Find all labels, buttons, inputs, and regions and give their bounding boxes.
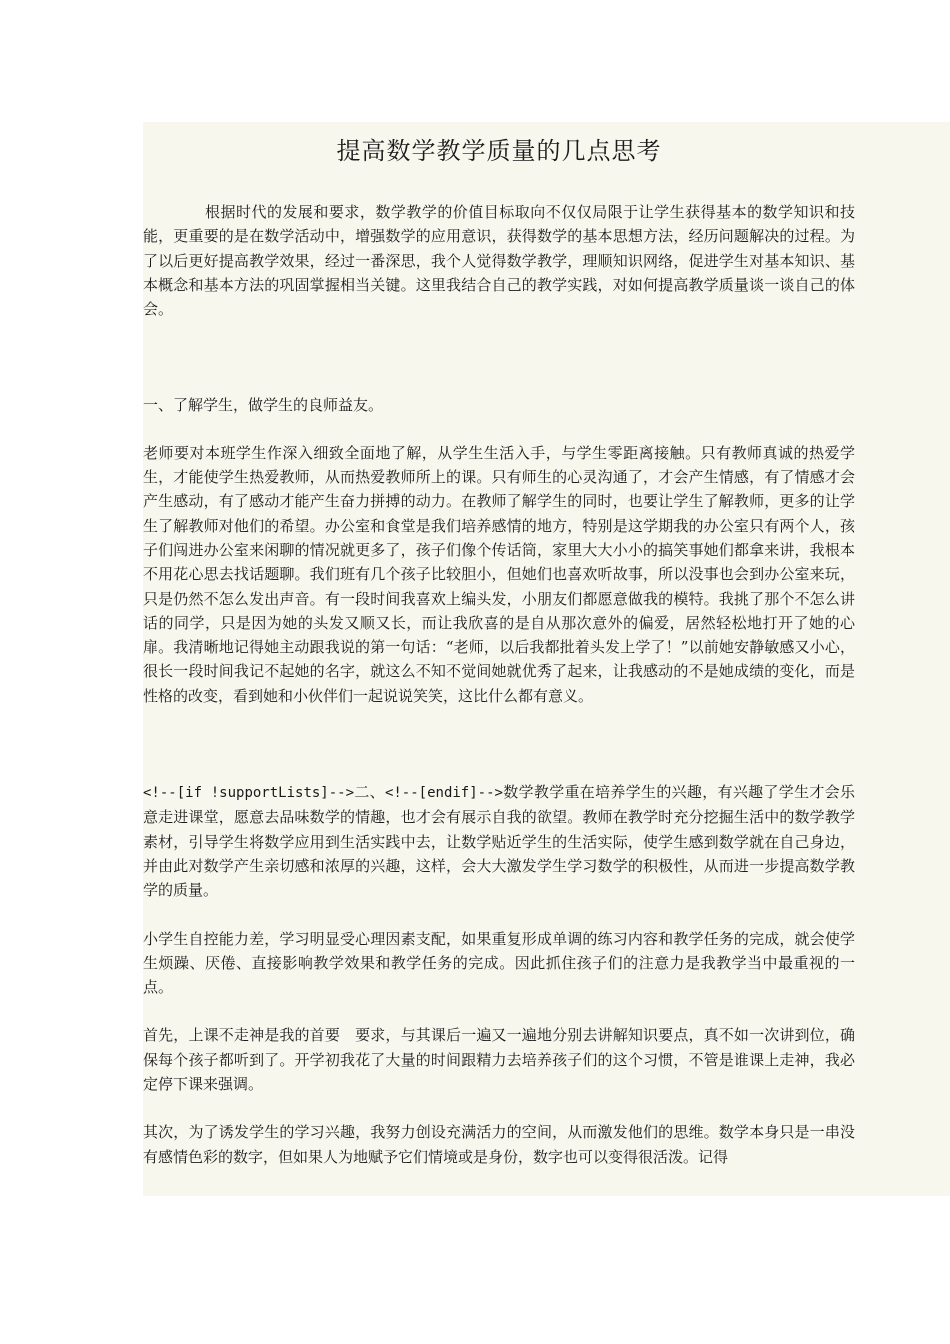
spacer	[143, 903, 855, 927]
spacer	[143, 708, 855, 780]
section-1-paragraph: 老师要对本班学生作深入细致全面地了解，从学生生活入手，与学生零距离接触。只有教师真诚的热爱学生，才能使学生热爱教师，从而热爱教师所上的课。只有师生的心灵沟通了，才会产生情感，有了情感才会产生感动，有了感动才能产生奋力拼搏的动力。在教师了解学生的同时，也要让学生了解教师，更多的让学生了解教师对他们的希望。办公室和食堂是我们培养感情的地方，特别是这学期我的办公室只有两个人，孩子们闯进办公室来闲聊的情况就更多了，孩子们像个传话筒，家里大大小小的搞笑事她们都拿来讲，我根本不用花心思去找话题聊。我们班有几个孩子比较胆小，但她们也喜欢听故事，所以没事也会到办公室来玩，只是仍然不怎么发出声音。有一段时间我喜欢上编头发，小朋友们都愿意做我的模特。我挑了那个不怎么讲话的同学，只是因为她的头发又顺又长，而让我欣喜的是自从那次意外的偏爱，居然轻松地打开了她的心扉。我清晰地记得她主动跟我说的第一句话：“老师，以后我都批着头发上学了！”以前她安静敏感又小心，很长一段时间我记不起她的名字，就这么不知不觉间她就优秀了起来，让我感动的不是她成绩的变化，而是性格的改变，看到她和小伙伴们一起说说笑笑，这比什么都有意义。	[143, 443, 855, 705]
paragraph-3: 小学生自控能力差，学习明显受心理因素支配，如果重复形成单调的练习内容和教学任务的完成，就会使学生烦躁、厌倦、直接影响教学效果和教学任务的完成。因此抓住孩子们的注意力是我教学当中最重视的一点。	[143, 929, 855, 997]
section-number: 二、	[354, 783, 385, 802]
document-title: 提高数学教学质量的几点思考	[336, 137, 662, 165]
conditional-comment-end: <!--[endif]-->	[384, 785, 503, 802]
spacer	[143, 418, 855, 441]
paragraph-4: 首先，上课不走神是我的首要 要求，与其课后一遍又一遍地分别去讲解知识要点，真不如一次讲到位，确保每个孩子都听到了。开学初我花了大量的时间跟精力去培养孩子们的这个习惯，不管是谁课上走神，我必定停下课来强调。	[143, 1026, 855, 1094]
section-heading-1: 一、了解学生，做学生的良师益友。	[143, 396, 384, 415]
section-2-paragraph	[143, 780, 855, 902]
document-panel	[143, 122, 950, 1196]
spacer	[143, 1096, 855, 1120]
section-2-text: 数学教学重在培养学生的兴趣，有兴趣了学生才会乐意走进课堂，愿意去品味数学的情趣，也才会有展示自我的欲望。教师在教学时充分挖掘生活中的数学教学素材，引导学生将数学应用到生活实践中去，让数学贴近学生的生活实际，使学生感到数学就在自己身边，并由此对数学产生亲切感和浓厚的兴趣，这样，会大大激发学生学习数学的积极性，从而进一步提高数学教学的质量。	[143, 783, 855, 900]
intro-paragraph: 根据时代的发展和要求，数学教学的价值目标取向不仅仅局限于让学生获得基本的数学知识和技能，更重要的是在数学活动中，增强数学的应用意识，获得数学的基本思想方法，经历问题解决的过程。为了以后更好提高教学效果，经过一番深思，我个人觉得数学教学，理顺知识网络，促进学生对基本知识、基本概念和基本方法的巩固掌握相当关键。这里我结合自己的教学实践，对如何提高教学质量谈一谈自己的体会。	[143, 203, 855, 319]
document-content	[143, 122, 855, 1169]
spacer	[143, 999, 855, 1023]
spacer	[143, 166, 855, 200]
paragraph-5: 其次，为了诱发学生的学习兴趣，我努力创设充满活力的空间，从而激发他们的思维。数学本身只是一串没有感情色彩的数字，但如果人为地赋予它们情境或是身份，数字也可以变得很活泼。记得	[143, 1123, 855, 1166]
conditional-comment-start: <!--[if !supportLists]-->	[143, 785, 355, 802]
spacer	[143, 321, 855, 393]
